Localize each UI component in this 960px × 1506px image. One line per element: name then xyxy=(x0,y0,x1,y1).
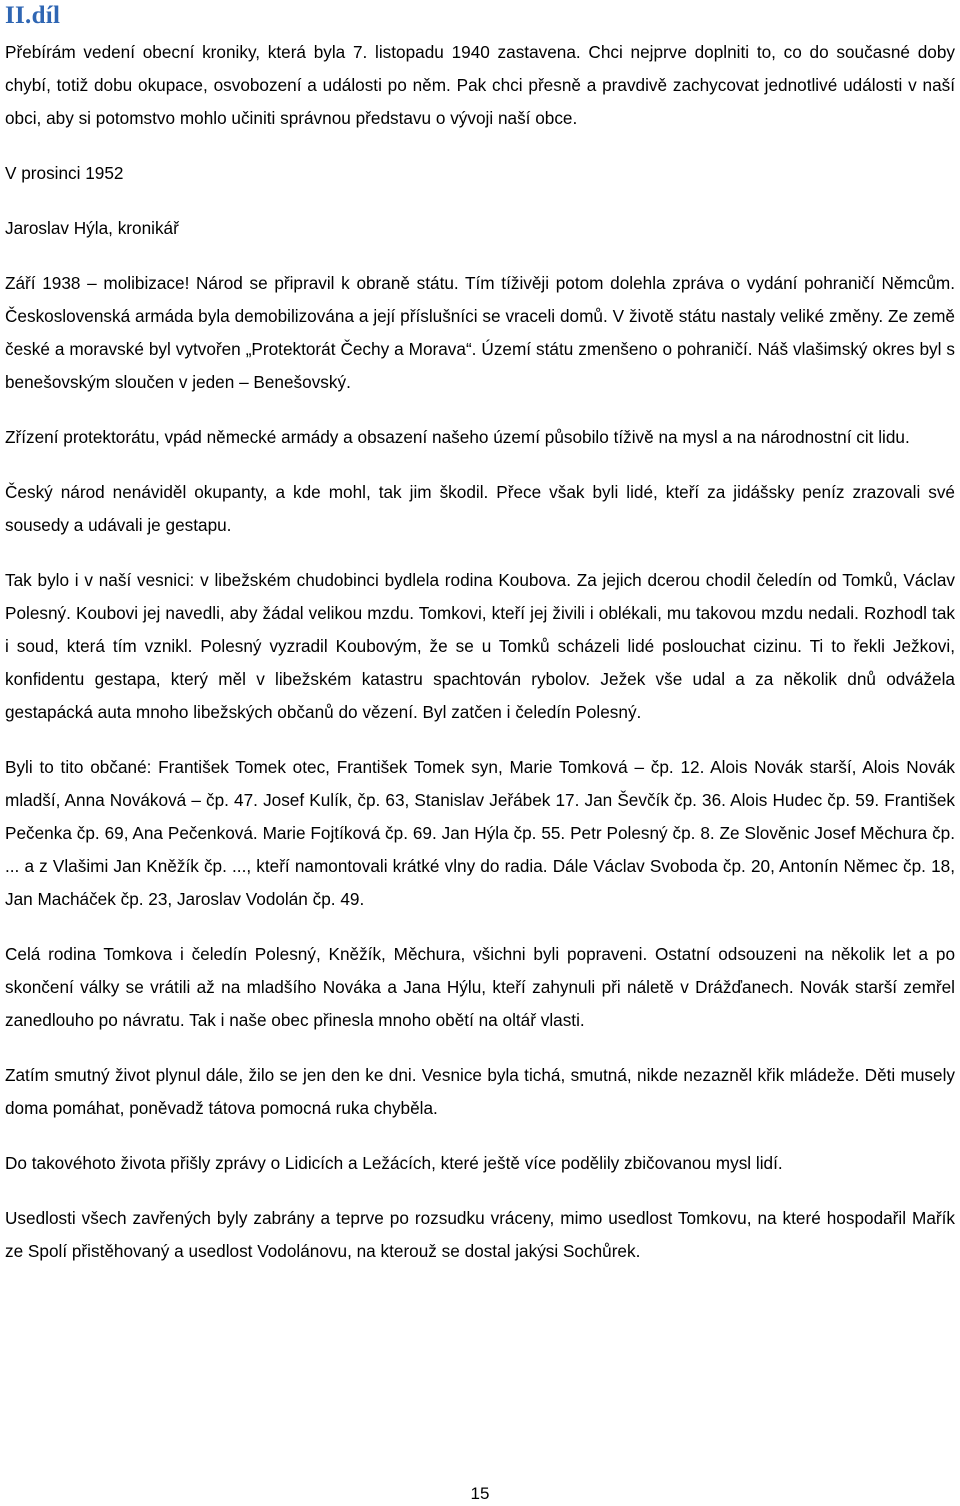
paragraph-lidice: Do takovéhoto života přišly zprávy o Lidicích a Ležácích, které ještě více podělily zbičovanou mysl lidí. xyxy=(5,1153,783,1173)
paragraph-farms: Usedlosti všech zavřených byly zabrány a teprve po rozsudku vráceny, mimo usedlost Tomkovu, na které hospodařil Mařík ze Spolí přistěhovaný a usedlost Vodolánovu, na kterouž se dostal jakýsi Sochůrek. xyxy=(5,1208,955,1261)
paragraph-executions: Celá rodina Tomkova i čeledín Polesný, Kněžík, Měchura, všichni byli popraveni. Ostatní odsouzeni na několik let a po skončení války se vrátili až na mladšího Nováka a Jana Hýlu, kteří zahynuli při náletě v Drážďanech. Novák starší zemřel zanedlouho po návratu. Tak i naše obec přinesla mnoho obětí na oltář vlasti. xyxy=(5,944,955,1030)
section-title: II.díl xyxy=(5,2,61,29)
signature-line: Jaroslav Hýla, kronikář xyxy=(5,218,179,238)
date-line: V prosinci 1952 xyxy=(5,163,124,183)
paragraph-mobilization: Září 1938 – molibizace! Národ se připravil k obraně státu. Tím tíživěji potom dolehla zpráva o vydání pohraničí Němcům. Československá armáda byla demobilizována a její příslušníci se vraceli domů. V životě státu nastaly veliké změny. Ze země české a moravské byl vytvořen „Protektorát Čechy a Morava“. Území státu zmenšeno o pohraničí. Náš vlašimský okres byl s benešovským sloučen v jeden – Benešovský. xyxy=(5,273,955,392)
paragraph-protectorate: Zřízení protektorátu, vpád německé armády a obsazení našeho území působilo tíživě na mysl a na národnostní cit lidu. xyxy=(5,427,910,447)
intro-paragraph: Přebírám vedení obecní kroniky, která byla 7. listopadu 1940 zastavena. Chci nejprve doplniti to, co do současné doby chybí, totiž dobu okupace, osvobození a události po něm. Pak chci přesně a pravdivě zachycovat jednotlivé události v naší obci, aby si potomstvo mohlo učiniti správnou představu o vývoji naší obce. xyxy=(5,42,955,128)
paragraph-life: Zatím smutný život plynul dále, žilo se jen den ke dni. Vesnice byla tichá, smutná, nikde nezazněl křik mládeže. Děti musely doma pomáhat, poněvadž tátova pomocná ruka chyběla. xyxy=(5,1065,955,1118)
paragraph-citizens: Byli to tito občané: František Tomek otec, František Tomek syn, Marie Tomková – čp. 12. Alois Novák starší, Alois Novák mladší, Anna Nováková – čp. 47. Josef Kulík, čp. 63, Stanislav Jeřábek 17. Jan Ševčík čp. 36. Alois Hudec čp. 59. František Pečenka čp. 69, Ana Pečenková. Marie Fojtíková čp. 69. Jan Hýla čp. 55. Petr Polesný čp. 8. Ze Slověnic Josef Měchura čp. ... a z Vlašimi Jan Kněžík čp. ..., kteří namontovali krátké vlny do radia. Dále Václav Svoboda čp. 20, Antonín Němec čp. 18, Jan Macháček čp. 23, Jaroslav Vodolán čp. 49. xyxy=(5,757,955,909)
paragraph-nation: Český národ nenáviděl okupanty, a kde mohl, tak jim škodil. Přece však byli lidé, kteří za jidášsky peníz zrazovali své sousedy a udávali je gestapu. xyxy=(5,482,955,535)
document-page xyxy=(5,0,955,1290)
paragraph-village: Tak bylo i v naší vesnici: v libežském chudobinci bydlela rodina Koubova. Za jejich dcerou chodil čeledín od Tomků, Václav Polesný. Koubovi jej navedli, aby žádal velikou mzdu. Tomkovi, kteří jej živili i oblékali, mu takovou mzdu nedali. Rozhodl tak i soud, která tím vznikl. Polesný vyzradil Koubovým, že se u Tomků scházeli lidé poslouchat cizinu. Ti to řekli Ježkovi, konfidentu gestapa, který měl v libežském katastru spachtován rybolov. Ježek vše udal a za několik dnů odvážela gestapácká auta mnoho libežských občanů do vězení. Byl zatčen i čeledín Polesný. xyxy=(5,570,955,722)
page-number: 15 xyxy=(470,1484,490,1503)
